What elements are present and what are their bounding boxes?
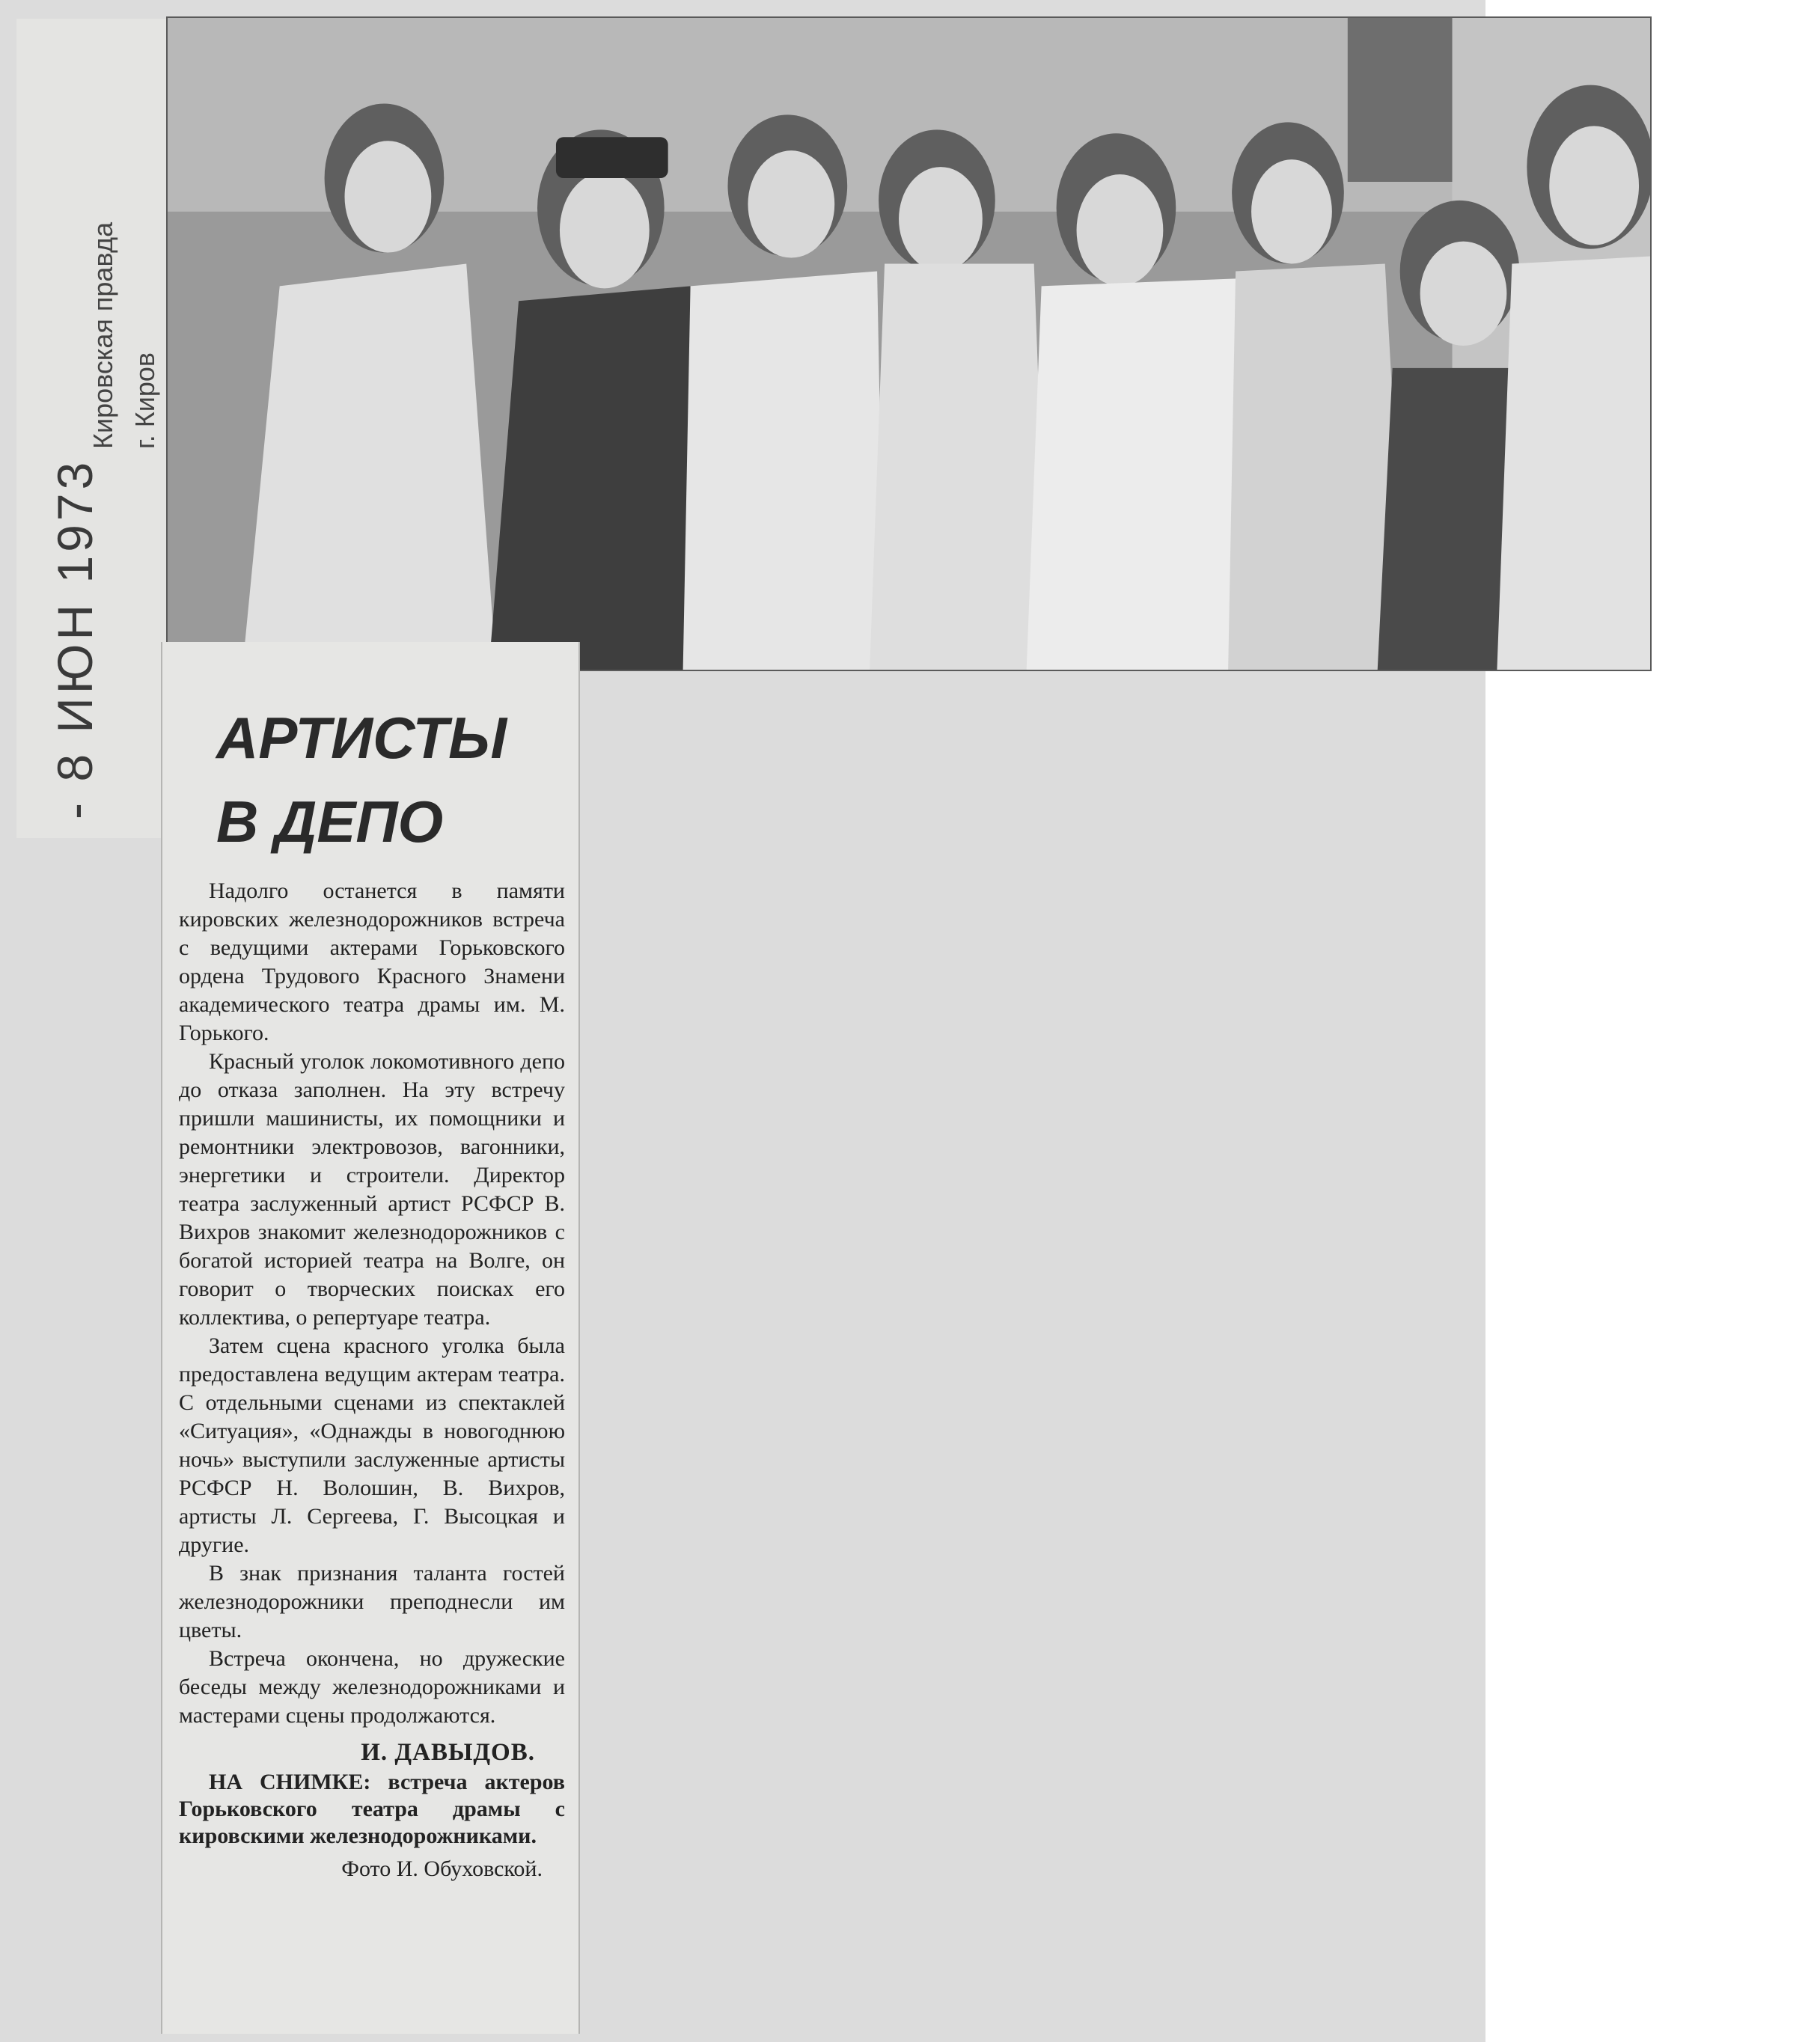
- photo-illustration: [168, 18, 1650, 670]
- article-paragraph: Затем сцена красного уголка была предоставлена ведущим актерам театра. С отдельными сценами из спектаклей «Ситуация», «Однажды в новогоднюю ночь» выступили заслуженные артисты РСФСР Н. Волошин, В. Вихров, артисты Л. Сергеева, Г. Высоцкая и другие.: [179, 1333, 565, 1557]
- photo-caption-text: НА СНИМКЕ: встреча актеров Горьковского театра драмы с кировскими железнодорожниками.: [179, 1770, 565, 1848]
- photo-caption: [179, 1769, 565, 1850]
- article-headline: [216, 696, 565, 863]
- headline-line-1: АРТИСТЫ: [216, 705, 507, 771]
- article-column: [161, 642, 580, 2034]
- article-paragraph: Надолго останется в памяти кировских железнодорожников встреча с ведущими актерами Горьковского ордена Трудового Красного Знамени академического театра драмы им. М. Горького.: [179, 878, 565, 1045]
- headline-line-2: В ДЕПО: [216, 789, 444, 855]
- article-author: И. ДАВЫДОВ.: [361, 1739, 535, 1766]
- article-paragraph: Встреча окончена, но дружеские беседы между железнодорожниками и мастерами сцены продолжаются.: [179, 1646, 565, 1728]
- article-paragraph: Красный уголок локомотивного депо до отказа заполнен. На эту встречу пришли машинисты, их помощники и ремонтники электровозов, вагонники, энергетики и строители. Директор театра заслуженный артист РСФСР В. Вихров знакомит железнодорожников с богатой историей театра на Волге, он говорит о творческих поисках его коллектива, о репертуаре театра.: [179, 1049, 565, 1330]
- article-body: [179, 877, 565, 1730]
- photo-credit: Фото И. Обуховской.: [341, 1856, 543, 1881]
- source-newspaper-name: Кировская правда: [88, 221, 118, 449]
- group-photo: [166, 16, 1652, 671]
- source-stamp: [82, 222, 166, 449]
- date-stamp: - 8 ИЮН 1973: [47, 458, 103, 819]
- article-paragraph: В знак признания таланта гостей железнодорожники преподнесли им цветы.: [179, 1561, 565, 1642]
- source-city: г. Киров: [129, 352, 160, 449]
